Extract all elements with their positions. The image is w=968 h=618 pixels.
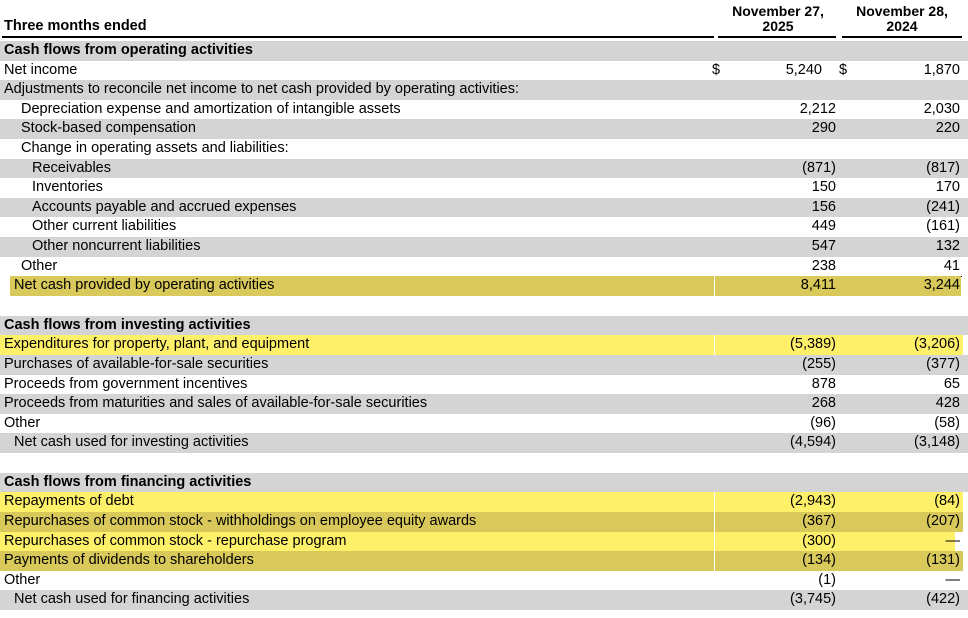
value-2024: (161) [926, 218, 960, 235]
currency-symbol: $ [712, 61, 721, 78]
section-heading-label: Cash flows from operating activities [4, 42, 253, 58]
value-2024: (207) [926, 513, 960, 530]
row-label: Proceeds from maturities and sales of available-for-sale securities [4, 395, 428, 412]
column-header-2024-year: 2024 [886, 18, 918, 34]
table-header [0, 0, 968, 38]
table-row [0, 394, 968, 414]
section-heading-financing [0, 473, 968, 493]
row-label: Other noncurrent liabilities [32, 237, 201, 254]
value-2024: (84) [934, 493, 960, 510]
value-2024: (241) [926, 198, 960, 215]
value-2025: 268 [811, 395, 836, 412]
value-2024: 132 [935, 237, 960, 254]
value-2025: (1) [818, 571, 836, 588]
value-2024: 428 [935, 395, 960, 412]
header-rule [2, 36, 714, 38]
row-label: Purchases of available-for-sale securities [4, 355, 269, 372]
row-label: Stock-based compensation [21, 120, 196, 137]
value-2024: 220 [935, 120, 960, 137]
value-2025: (96) [810, 414, 836, 431]
cash-flow-table [0, 41, 968, 610]
row-label: Net cash used for investing activities [14, 434, 249, 451]
value-2025: (367) [802, 513, 836, 530]
table-row [0, 512, 968, 532]
value-2025: (871) [802, 159, 836, 176]
value-2024: (3,206) [914, 336, 960, 353]
row-label: Adjustments to reconcile net income to net cash provided by operating activities: [4, 81, 520, 98]
table-row [0, 178, 968, 198]
table-row [0, 119, 968, 139]
column-header-2024 [842, 4, 962, 34]
row-label: Depreciation expense and amortization of intangible assets [21, 100, 401, 117]
value-2025: 878 [811, 375, 836, 392]
row-label: Repurchases of common stock - withholdings on employee equity awards [4, 513, 477, 530]
row-label: Other current liabilities [32, 218, 177, 235]
table-row [0, 355, 968, 375]
value-2025: 449 [811, 218, 836, 235]
value-2025: 8,411 [800, 277, 836, 294]
row-label: Other [21, 257, 58, 274]
row-label: Payments of dividends to shareholders [4, 552, 254, 569]
row-label: Expenditures for property, plant, and equipment [4, 336, 310, 353]
value-2025: (5,389) [790, 336, 836, 353]
section-heading-label: Cash flows from investing activities [4, 316, 251, 333]
row-label: Accounts payable and accrued expenses [32, 198, 297, 215]
row-label: Other [4, 571, 41, 588]
value-2024: 65 [943, 375, 960, 392]
value-2025: (4,594) [790, 434, 836, 451]
highlight-band [715, 492, 963, 512]
row-label: Net income [4, 61, 78, 78]
row-label: Net cash provided by operating activities [14, 277, 275, 294]
value-2024: (58) [934, 414, 960, 431]
table-row-total [0, 433, 968, 453]
value-2025: (3,745) [790, 591, 836, 608]
value-2024: (3,148) [914, 434, 960, 451]
value-2025: 5,240 [785, 61, 822, 78]
table-row-total [0, 276, 968, 296]
value-2025: (300) [802, 532, 836, 549]
table-row [0, 375, 968, 395]
table-row [0, 61, 968, 81]
table-row [0, 335, 968, 355]
section-heading-label: Cash flows from financing activities [4, 473, 252, 490]
row-label: Change in operating assets and liabilities: [21, 139, 289, 156]
section-heading-investing [0, 316, 968, 336]
section-spacer [0, 453, 968, 473]
header-rule [842, 36, 962, 38]
table-row [0, 532, 968, 552]
section-spacer [0, 296, 968, 316]
table-row [0, 551, 968, 571]
table-row [0, 198, 968, 218]
table-row [0, 159, 968, 179]
currency-symbol: $ [839, 61, 848, 78]
value-2024: 41 [943, 257, 960, 274]
value-2024: (817) [926, 159, 960, 176]
value-2025: 290 [811, 120, 836, 137]
table-row [0, 217, 968, 237]
row-label: Repurchases of common stock - repurchase program [4, 532, 347, 549]
value-2025: 547 [811, 237, 836, 254]
row-label: Other [4, 414, 41, 431]
section-heading-operating [0, 41, 968, 61]
table-row [0, 571, 968, 591]
table-row [0, 414, 968, 434]
table-row [0, 100, 968, 120]
column-header-2024-date: November 28, [856, 3, 948, 19]
value-2025: 156 [811, 198, 836, 215]
row-label: Proceeds from government incentives [4, 375, 248, 392]
value-2025: (255) [802, 355, 836, 372]
table-row [0, 139, 968, 159]
column-header-2025 [718, 4, 838, 34]
period-title: Three months ended [4, 18, 147, 34]
value-2025: (134) [802, 552, 836, 569]
value-2024: (377) [926, 355, 960, 372]
value-2024: 170 [935, 179, 960, 196]
row-label: Receivables [32, 159, 111, 176]
value-2024: (422) [926, 591, 960, 608]
table-row [0, 80, 968, 100]
value-2025: 150 [811, 179, 836, 196]
value-2024: 1,870 [923, 61, 960, 78]
table-row [0, 257, 968, 277]
table-row [0, 492, 968, 512]
value-2024: 3,244 [923, 277, 960, 294]
value-2024: — [945, 571, 960, 588]
value-2025: 238 [811, 257, 836, 274]
column-header-2025-date: November 27, [732, 3, 824, 19]
table-row [0, 237, 968, 257]
value-2024: (131) [926, 552, 960, 569]
row-label: Inventories [32, 179, 103, 196]
value-2025: 2,212 [799, 100, 836, 117]
value-2024: 2,030 [923, 100, 960, 117]
value-2024: — [945, 532, 960, 549]
row-label: Net cash used for financing activities [14, 591, 250, 608]
column-header-2025-year: 2025 [762, 18, 794, 34]
header-rule [718, 36, 836, 38]
row-label: Repayments of debt [4, 493, 134, 510]
value-2025: (2,943) [790, 493, 836, 510]
table-row-total [0, 590, 968, 610]
